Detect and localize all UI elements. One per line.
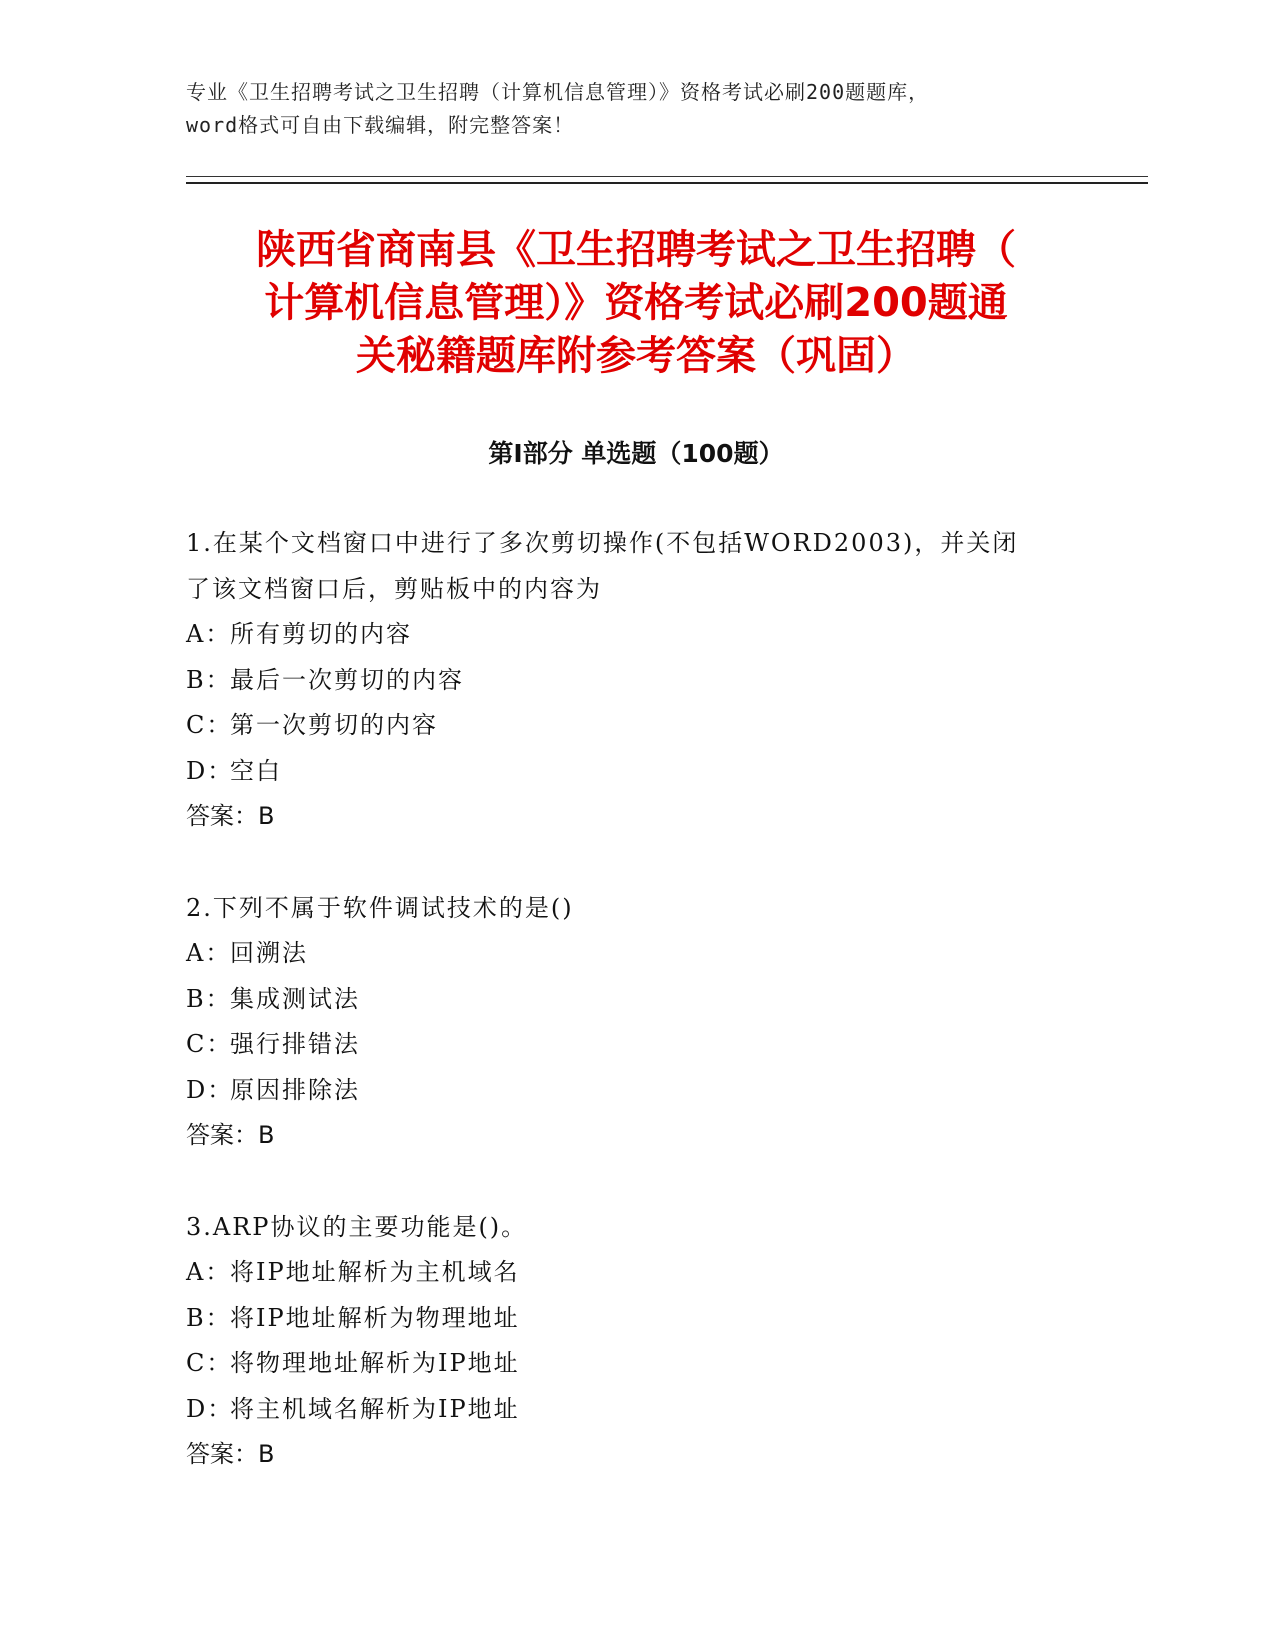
option-key: A： [186, 620, 232, 648]
option-key: C： [186, 711, 233, 739]
option-d [186, 1068, 1076, 1114]
option-key: C： [186, 1030, 233, 1058]
option-a [186, 1250, 1076, 1296]
document-title-line: 陕西省商南县《卫生招聘考试之卫生招聘（ [256, 227, 1016, 273]
option-key: D： [186, 1075, 234, 1104]
header-note [186, 76, 1086, 142]
answer: 答案：B [186, 802, 275, 830]
option-text: 所有剪切的内容 [230, 620, 412, 648]
option-text: 最后一次剪切的内容 [230, 665, 464, 694]
question-3 [186, 1205, 1076, 1478]
question-stem: 2.下列不属于软件调试技术的是() [186, 893, 574, 922]
option-a [186, 612, 1076, 658]
header-divider-thick [186, 182, 1148, 184]
option-b [186, 658, 1076, 704]
option-text: 强行排错法 [230, 1030, 360, 1058]
option-text: 原因排除法 [230, 1075, 360, 1104]
question-stem: 了该文档窗口后，剪贴板中的内容为 [186, 574, 602, 603]
option-c [186, 1022, 1076, 1068]
answer: 答案：B [186, 1121, 275, 1149]
header-note-line: 专业《卫生招聘考试之卫生招聘（计算机信息管理）》资格考试必刷200题题库， [186, 80, 930, 104]
question-1 [186, 521, 1076, 840]
option-d [186, 1387, 1076, 1433]
option-text: 将物理地址解析为IP地址 [230, 1349, 520, 1377]
option-key: B： [186, 1303, 232, 1332]
option-key: A： [186, 1258, 232, 1286]
header-note-line: word格式可自由下载编辑，附完整答案！ [186, 113, 575, 137]
option-text: 集成测试法 [230, 984, 360, 1013]
option-text: 将主机域名解析为IP地址 [230, 1394, 520, 1423]
answer: 答案：B [186, 1440, 275, 1468]
option-key: D： [186, 756, 234, 785]
document-title-line: 关秘籍题库附参考答案（巩固） [356, 333, 916, 379]
option-key: B： [186, 665, 232, 694]
question-stem: 1.在某个文档窗口中进行了多次剪切操作(不包括WORD2003)，并关闭 [186, 529, 1019, 557]
question-list [186, 521, 1076, 1524]
document-title [186, 224, 1086, 383]
option-b [186, 1296, 1076, 1342]
option-b [186, 977, 1076, 1023]
option-a [186, 931, 1076, 977]
option-text: 第一次剪切的内容 [230, 711, 438, 739]
option-key: A： [186, 939, 232, 967]
option-key: D： [186, 1394, 234, 1423]
question-2 [186, 886, 1076, 1159]
option-c [186, 1341, 1076, 1387]
option-text: 将IP地址解析为主机域名 [230, 1258, 520, 1286]
question-stem: 3.ARP协议的主要功能是()。 [186, 1212, 528, 1241]
option-text: 将IP地址解析为物理地址 [230, 1303, 520, 1332]
option-text: 空白 [230, 756, 282, 785]
option-key: C： [186, 1349, 233, 1377]
option-text: 回溯法 [230, 939, 308, 967]
option-d [186, 749, 1076, 795]
option-key: B： [186, 984, 232, 1013]
option-c [186, 703, 1076, 749]
header-divider-thin [186, 176, 1148, 177]
section-title: 第Ⅰ部分 单选题（100题） [488, 439, 784, 468]
document-title-line: 计算机信息管理）》资格考试必刷200题通 [264, 280, 1008, 326]
